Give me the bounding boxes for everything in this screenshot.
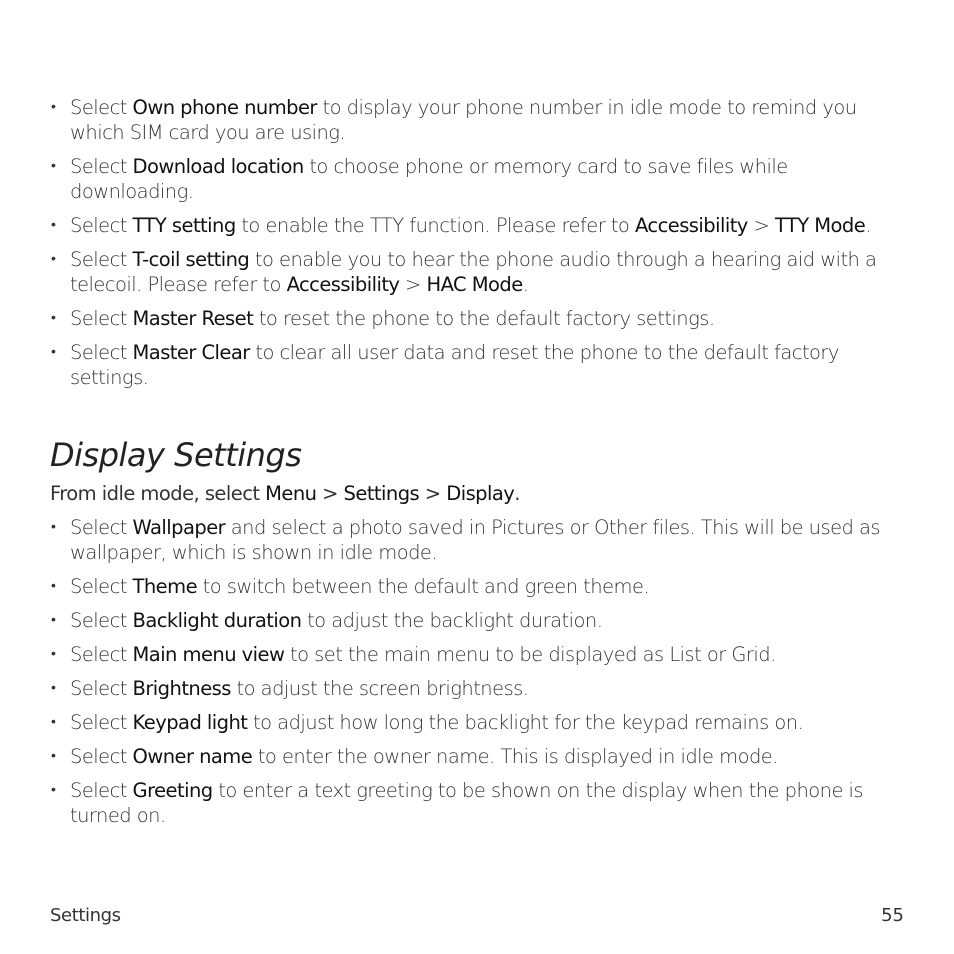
list-item: • Select Theme to switch between the default and green theme. <box>51 575 650 598</box>
menu-path-item: Accessibility <box>634 214 748 237</box>
option-name: Theme <box>132 575 198 598</box>
bullet-icon: • <box>51 217 56 233</box>
menu-path-item: HAC Mode <box>426 273 523 296</box>
option-name: Backlight duration <box>132 609 302 632</box>
menu-path-item: Menu <box>265 482 317 505</box>
menu-path-item: Display <box>446 482 515 505</box>
list-item: • Select Own phone number to display your phone number in idle mode to remind you which SIM card you are using. <box>51 96 857 144</box>
list-item: • Select Master Clear to clear all user data and reset the phone to the default factory settings. <box>51 341 839 389</box>
list-item: • Select Owner name to enter the owner name. This is displayed in idle mode. <box>51 745 778 768</box>
bullet-icon: • <box>51 646 56 662</box>
bullet-icon: • <box>51 612 56 628</box>
menu-path-item: Accessibility <box>286 273 400 296</box>
list-item: • Select Main menu view to set the main menu to be displayed as List or Grid. <box>51 643 776 666</box>
list-item: • Select Backlight duration to adjust the backlight duration. <box>51 609 603 632</box>
bullet-icon: • <box>51 310 56 326</box>
bullet-icon: • <box>51 158 56 174</box>
menu-path-item: TTY Mode <box>774 214 866 237</box>
settings-options-list <box>50 95 895 399</box>
option-name: TTY setting <box>132 214 236 237</box>
bullet-icon: • <box>51 578 56 594</box>
option-name: Greeting <box>132 779 213 802</box>
page-number: 55 <box>881 905 904 926</box>
option-name: Keypad light <box>132 711 248 734</box>
list-item: • Select Greeting to enter a text greeting to be shown on the display when the phone is turned on. <box>51 779 864 827</box>
bullet-icon: • <box>51 782 56 798</box>
option-name: Own phone number <box>132 96 317 119</box>
option-name: Download location <box>132 155 304 178</box>
list-item: • Select TTY setting to enable the TTY function. Please refer to Accessibility > TTY Mode. <box>51 214 871 237</box>
list-item: • Select T-coil setting to enable you to hear the phone audio through a hearing aid with a telecoil. Please refer to Accessibility > HAC Mode. <box>51 248 877 296</box>
option-name: Brightness <box>132 677 231 700</box>
bullet-icon: • <box>51 748 56 764</box>
list-item: • Select Wallpaper and select a photo saved in Pictures or Other files. This will be used as wallpaper, which is shown in idle mode. <box>51 516 881 564</box>
list-item: • Select Download location to choose phone or memory card to save files while downloading. <box>51 155 788 203</box>
option-name: Master Clear <box>132 341 250 364</box>
menu-path-item: Settings <box>343 482 420 505</box>
bullet-icon: • <box>51 344 56 360</box>
section-title: Display Settings <box>50 436 302 474</box>
display-options-list <box>50 515 895 837</box>
option-name: Owner name <box>132 745 253 768</box>
footer-section-name: Settings <box>50 905 121 926</box>
bullet-icon: • <box>51 251 56 267</box>
option-name: Main menu view <box>132 643 285 666</box>
option-name: T-coil setting <box>132 248 250 271</box>
list-item: • Select Brightness to adjust the screen brightness. <box>51 677 529 700</box>
list-item: • Select Master Reset to reset the phone to the default factory settings. <box>51 307 715 330</box>
bullet-icon: • <box>51 680 56 696</box>
option-name: Wallpaper <box>132 516 226 539</box>
bullet-icon: • <box>51 714 56 730</box>
list-item: • Select Keypad light to adjust how long the backlight for the keypad remains on. <box>51 711 804 734</box>
bullet-icon: • <box>51 99 56 115</box>
option-name: Master Reset <box>132 307 254 330</box>
bullet-icon: • <box>51 519 56 535</box>
intro-text: From idle mode, select Menu > Settings > Display. <box>50 482 520 505</box>
